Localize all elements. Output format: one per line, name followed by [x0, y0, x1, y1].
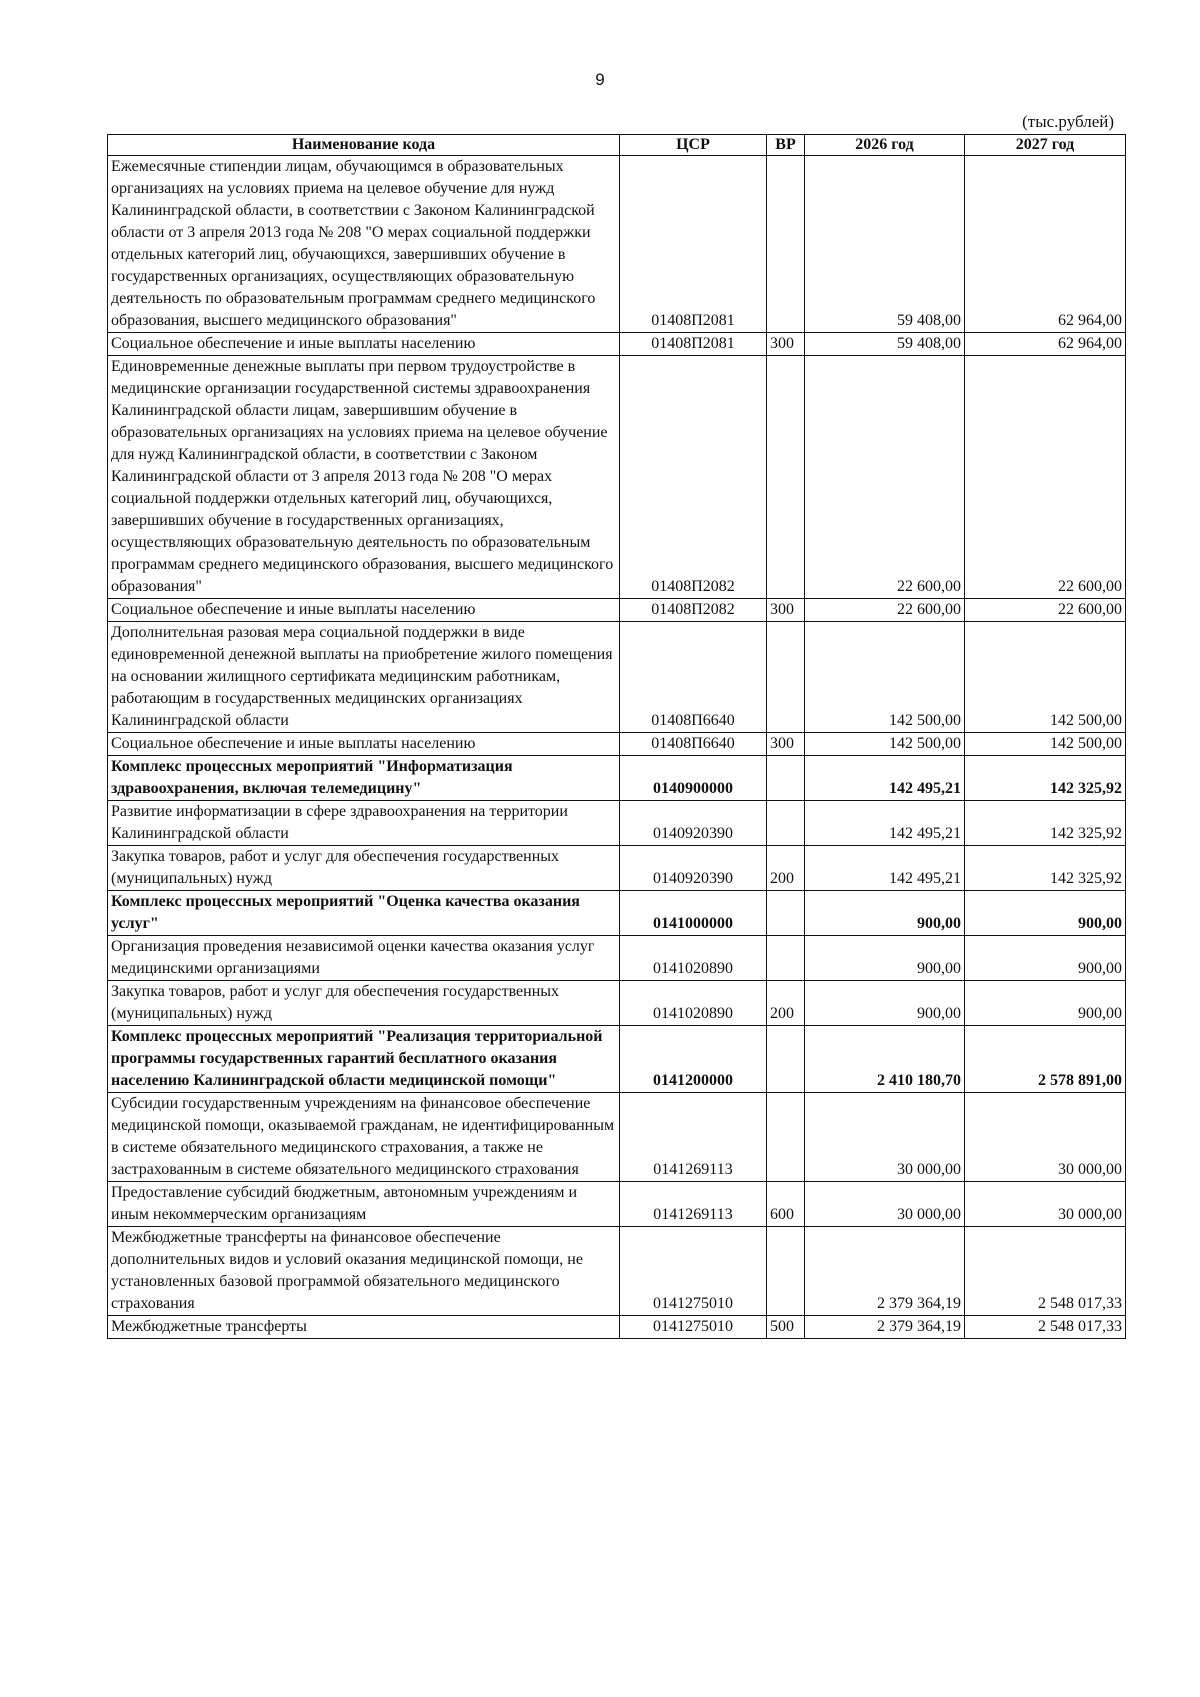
row-value-2026: 142 500,00: [805, 622, 965, 733]
row-name: Ежемесячные стипендии лицам, обучающимся в образовательных организациях на условиях приема на целевое обучение для нужд Калининградской области, в соответствии с Законом Калининградской области от 3 апреля 2013 года № 208 "О мерах социальной поддержки отдельных категорий лиц, обучающихся, завершивших обучение в государственных организациях, осуществляющих образовательную деятельность по образовательным программам среднего медицинского образования, высшего медицинского образования": [108, 156, 620, 333]
row-value-2027: 30 000,00: [965, 1182, 1126, 1227]
row-value-2026: 22 600,00: [805, 599, 965, 622]
row-vr: 200: [767, 981, 805, 1026]
row-value-2027: 62 964,00: [965, 333, 1126, 356]
row-value-2026: 30 000,00: [805, 1182, 965, 1227]
row-value-2027: 900,00: [965, 936, 1126, 981]
row-value-2027: 142 325,92: [965, 756, 1126, 801]
table-row: [108, 936, 1126, 981]
row-value-2027: 900,00: [965, 981, 1126, 1026]
header-2027: 2027 год: [965, 135, 1126, 156]
row-value-2026: 59 408,00: [805, 156, 965, 333]
row-csr: 0141000000: [620, 891, 767, 936]
row-vr: 300: [767, 333, 805, 356]
row-csr: 0141269113: [620, 1182, 767, 1227]
row-value-2027: 142 500,00: [965, 622, 1126, 733]
row-value-2027: 30 000,00: [965, 1093, 1126, 1182]
row-value-2027: 900,00: [965, 891, 1126, 936]
header-name: Наименование кода: [108, 135, 620, 156]
table-row: [108, 156, 1126, 333]
row-value-2026: 142 495,21: [805, 846, 965, 891]
row-value-2027: 62 964,00: [965, 156, 1126, 333]
row-name: Межбюджетные трансферты на финансовое обеспечение дополнительных видов и условий оказания медицинской помощи, не установленных базовой программой обязательного медицинского страхования: [108, 1227, 620, 1316]
row-vr: [767, 1227, 805, 1316]
row-vr: [767, 801, 805, 846]
row-value-2026: 900,00: [805, 936, 965, 981]
row-value-2027: 142 325,92: [965, 801, 1126, 846]
table-row: [108, 801, 1126, 846]
row-csr: 0141269113: [620, 1093, 767, 1182]
row-name: Комплекс процессных мероприятий "Реализация территориальной программы государственных гарантий бесплатного оказания населению Калининградской области медицинской помощи": [108, 1026, 620, 1093]
table-header-row: [108, 135, 1126, 156]
row-name: Закупка товаров, работ и услуг для обеспечения государственных (муниципальных) нужд: [108, 981, 620, 1026]
row-csr: 0141020890: [620, 936, 767, 981]
row-csr: 01408П2081: [620, 156, 767, 333]
table-row: [108, 756, 1126, 801]
row-name: Организация проведения независимой оценки качества оказания услуг медицинскими организациями: [108, 936, 620, 981]
row-vr: [767, 356, 805, 599]
header-2026: 2026 год: [805, 135, 965, 156]
row-vr: [767, 1093, 805, 1182]
table-row: [108, 891, 1126, 936]
row-name: Межбюджетные трансферты: [108, 1316, 620, 1339]
page-number: 9: [595, 70, 605, 89]
row-csr: 0141200000: [620, 1026, 767, 1093]
row-name: Социальное обеспечение и иные выплаты населению: [108, 733, 620, 756]
row-value-2026: 142 495,21: [805, 756, 965, 801]
row-name: Единовременные денежные выплаты при первом трудоустройстве в медицинские организации государственной системы здравоохранения Калининградской области лицам, завершившим обучение в образовательных организациях на условиях приема на целевое обучение для нужд Калининградской области, в соответствии с Законом Калининградской области от 3 апреля 2013 года № 208 "О мерах социальной поддержки отдельных категорий лиц, обучающихся, завершивших обучение в государственных организациях, осуществляющих образовательную деятельность по образовательным программам среднего медицинского образования, высшего медицинского образования": [108, 356, 620, 599]
row-vr: [767, 1026, 805, 1093]
row-value-2027: 2 548 017,33: [965, 1227, 1126, 1316]
row-vr: [767, 756, 805, 801]
row-value-2026: 2 379 364,19: [805, 1316, 965, 1339]
row-value-2027: 142 500,00: [965, 733, 1126, 756]
row-value-2026: 30 000,00: [805, 1093, 965, 1182]
row-csr: 01408П6640: [620, 622, 767, 733]
row-csr: 01408П2082: [620, 599, 767, 622]
row-value-2027: 142 325,92: [965, 846, 1126, 891]
row-vr: [767, 936, 805, 981]
row-name: Субсидии государственным учреждениям на финансовое обеспечение медицинской помощи, оказываемой гражданам, не идентифицированным в системе обязательного медицинского страхования, а также не застрахованным в системе обязательного медицинского страхования: [108, 1093, 620, 1182]
table-row: [108, 1182, 1126, 1227]
row-value-2026: 59 408,00: [805, 333, 965, 356]
row-value-2026: 22 600,00: [805, 356, 965, 599]
row-csr: 01408П6640: [620, 733, 767, 756]
table-row: [108, 733, 1126, 756]
row-csr: 0140900000: [620, 756, 767, 801]
row-value-2026: 900,00: [805, 981, 965, 1026]
row-name: Закупка товаров, работ и услуг для обеспечения государственных (муниципальных) нужд: [108, 846, 620, 891]
table-row: [108, 1026, 1126, 1093]
header-vr: ВР: [767, 135, 805, 156]
table-row: [108, 981, 1126, 1026]
row-name: Комплекс процессных мероприятий "Информатизация здравоохранения, включая телемедицину": [108, 756, 620, 801]
row-value-2026: 142 495,21: [805, 801, 965, 846]
row-vr: [767, 622, 805, 733]
table-row: [108, 1316, 1126, 1339]
row-name: Социальное обеспечение и иные выплаты населению: [108, 333, 620, 356]
row-csr: 0140920390: [620, 846, 767, 891]
row-csr: 0141275010: [620, 1316, 767, 1339]
row-value-2026: 142 500,00: [805, 733, 965, 756]
table-row: [108, 356, 1126, 599]
table-row: [108, 333, 1126, 356]
row-csr: 01408П2082: [620, 356, 767, 599]
table-row: [108, 1227, 1126, 1316]
row-name: Социальное обеспечение и иные выплаты населению: [108, 599, 620, 622]
table-row: [108, 1093, 1126, 1182]
row-value-2027: 2 548 017,33: [965, 1316, 1126, 1339]
row-vr: 600: [767, 1182, 805, 1227]
table-row: [108, 846, 1126, 891]
row-vr: 200: [767, 846, 805, 891]
row-vr: 300: [767, 599, 805, 622]
row-value-2026: 2 410 180,70: [805, 1026, 965, 1093]
budget-table: [107, 134, 1126, 1339]
header-csr: ЦСР: [620, 135, 767, 156]
row-value-2027: 2 578 891,00: [965, 1026, 1126, 1093]
row-vr: 500: [767, 1316, 805, 1339]
units-label: (тыс.рублей): [1022, 112, 1114, 131]
row-value-2026: 2 379 364,19: [805, 1227, 965, 1316]
row-name: Комплекс процессных мероприятий "Оценка качества оказания услуг": [108, 891, 620, 936]
row-csr: 0141275010: [620, 1227, 767, 1316]
row-value-2027: 22 600,00: [965, 356, 1126, 599]
row-name: Дополнительная разовая мера социальной поддержки в виде единовременной денежной выплаты на приобретение жилого помещения на основании жилищного сертификата медицинским работникам, работающим в государственных медицинских организациях Калининградской области: [108, 622, 620, 733]
row-vr: [767, 891, 805, 936]
row-csr: 0140920390: [620, 801, 767, 846]
row-vr: [767, 156, 805, 333]
row-name: Предоставление субсидий бюджетным, автономным учреждениям и иным некоммерческим организациям: [108, 1182, 620, 1227]
row-csr: 0141020890: [620, 981, 767, 1026]
row-value-2027: 22 600,00: [965, 599, 1126, 622]
table-row: [108, 622, 1126, 733]
row-name: Развитие информатизации в сфере здравоохранения на территории Калининградской области: [108, 801, 620, 846]
row-vr: 300: [767, 733, 805, 756]
table-row: [108, 599, 1126, 622]
table-body: [108, 156, 1126, 1339]
row-value-2026: 900,00: [805, 891, 965, 936]
row-csr: 01408П2081: [620, 333, 767, 356]
